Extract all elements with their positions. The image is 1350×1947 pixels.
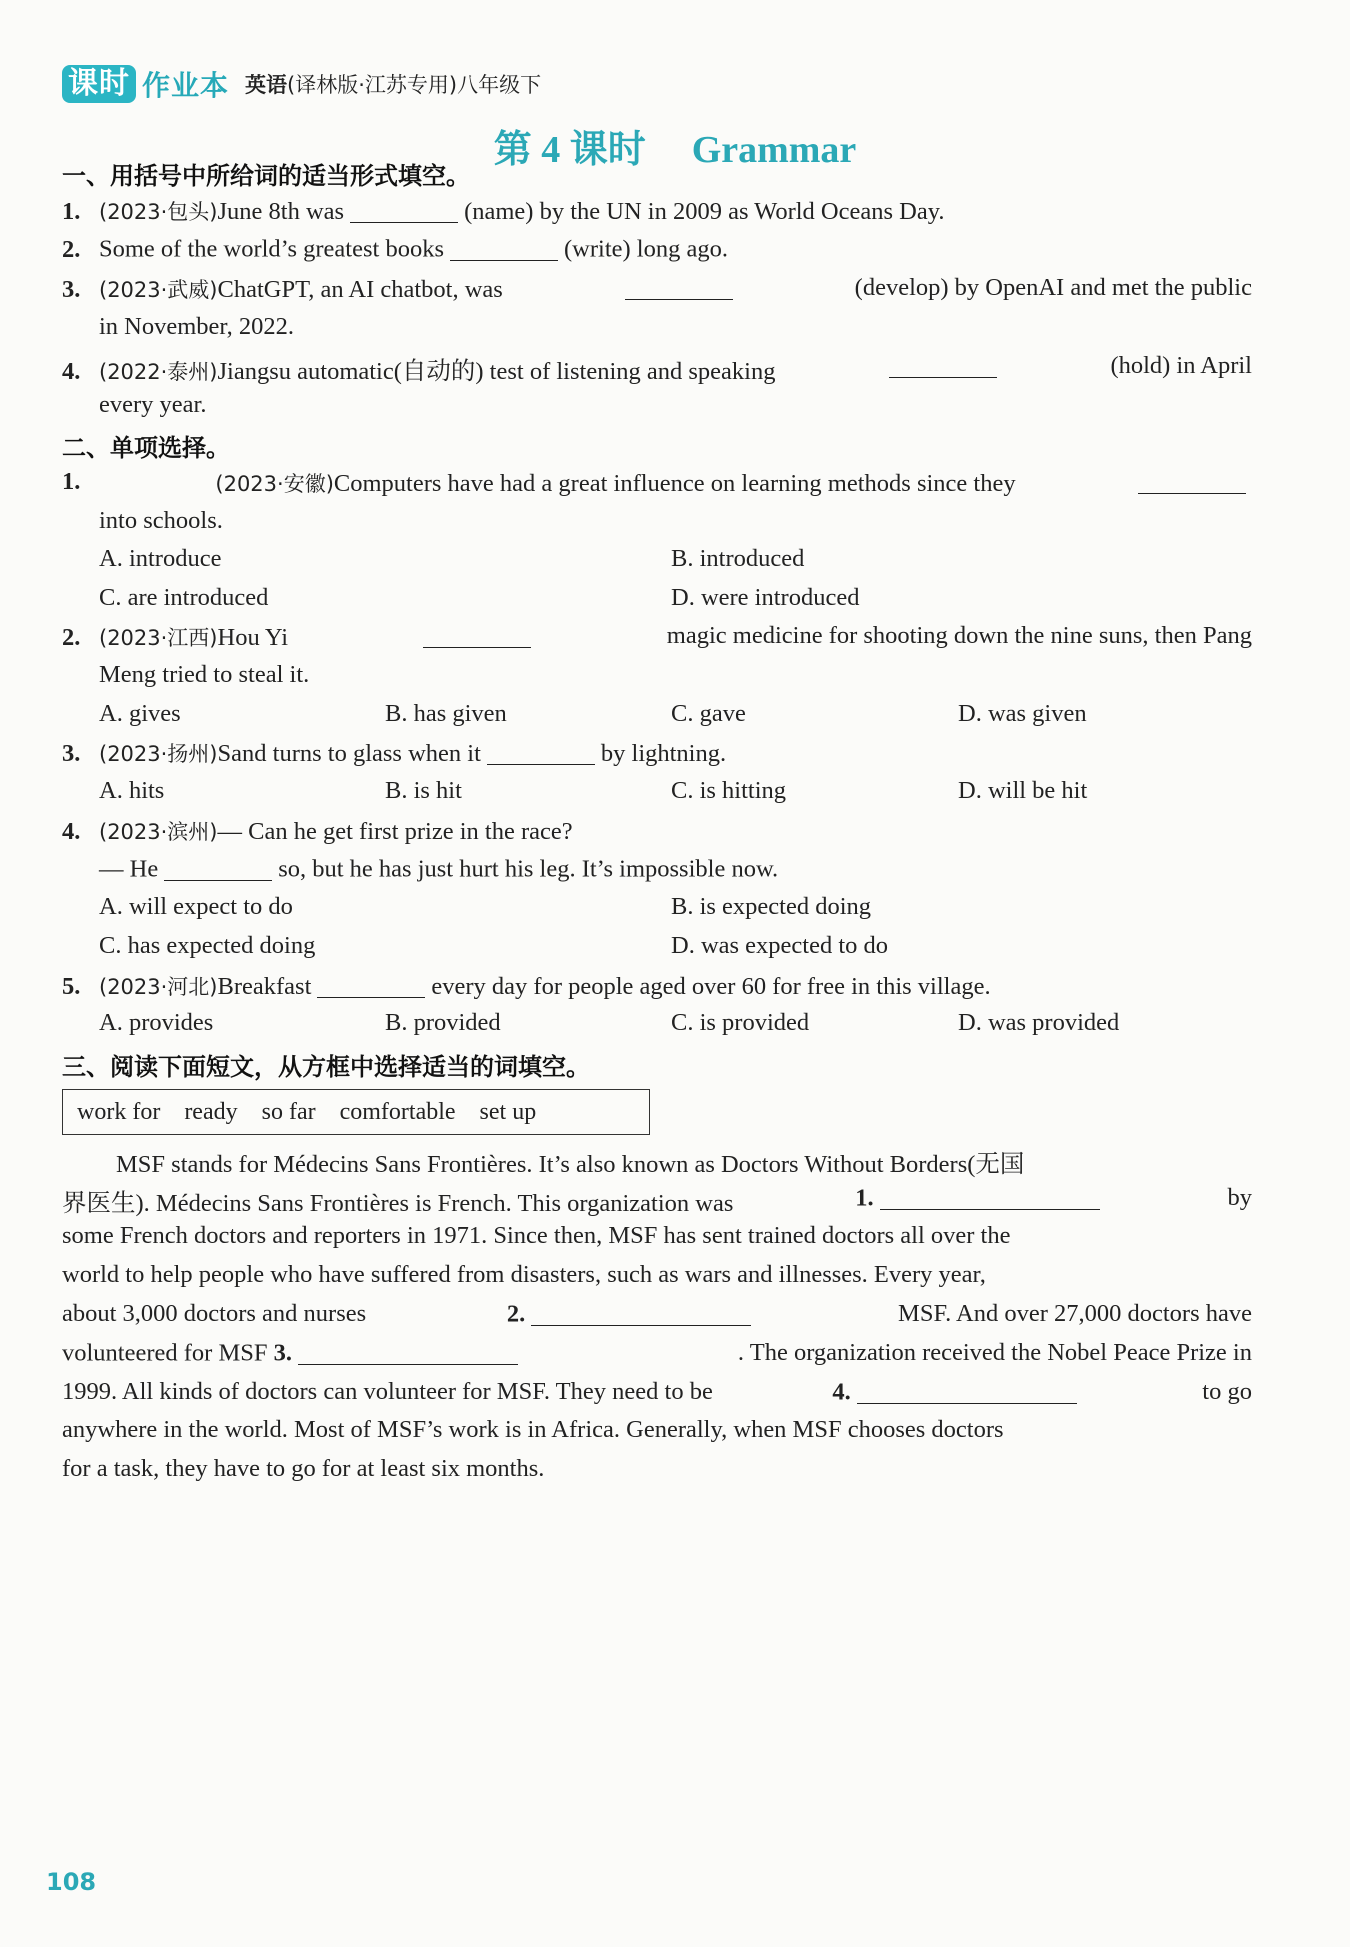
s1-question-4-cont: every year. xyxy=(99,391,207,418)
option-d[interactable]: D. will be hit xyxy=(958,777,1088,804)
answer-blank[interactable] xyxy=(317,973,425,999)
brand-logo-text: 作业本 xyxy=(142,69,230,102)
option-b[interactable]: B. is expected doing xyxy=(671,893,872,920)
option-c[interactable]: C. is provided xyxy=(671,1009,810,1036)
s2-question-2: 2. (2023·江西)Hou Yi magic medicine for shooting down the nine suns, then Pang xyxy=(62,622,1252,651)
passage-line: anywhere in the world. Most of MSF’s work is in Africa. Generally, when MSF chooses doctors xyxy=(62,1416,1004,1443)
word-option: work for xyxy=(77,1098,161,1125)
s2-question-5: 5. (2023·河北)Breakfast every day for people aged over 60 for free in this village. xyxy=(62,973,991,1000)
s1-question-3: 3. (2023·武威)ChatGPT, an AI chatbot, was (develop) by OpenAI and met the public xyxy=(62,274,1252,303)
answer-blank[interactable] xyxy=(880,1184,1100,1210)
answer-blank[interactable] xyxy=(889,352,997,378)
option-b[interactable]: B. provided xyxy=(385,1009,501,1036)
word-box xyxy=(62,1089,650,1135)
header xyxy=(62,64,541,104)
option-c[interactable]: C. is hitting xyxy=(671,777,787,804)
passage-line: about 3,000 doctors and nurses 2. MSF. And over 27,000 doctors have xyxy=(62,1300,1252,1328)
word-option: so far xyxy=(261,1098,316,1125)
s1-question-2: 2. Some of the world’s greatest books (write) long ago. xyxy=(62,235,728,263)
s2-question-1: 1. (2023·安徽)Computers have had a great influence on learning methods since they xyxy=(62,468,1252,498)
option-c[interactable]: C. has expected doing xyxy=(99,932,316,959)
subject-info: 英语(译林版·江苏专用)八年级下 xyxy=(245,73,542,97)
s2-question-4: 4. (2023·滨州)— Can he get first prize in the race? xyxy=(62,818,573,845)
option-d[interactable]: D. was provided xyxy=(958,1009,1120,1036)
option-b[interactable]: B. introduced xyxy=(671,545,805,572)
s2-question-4-reply: — He so, but he has just hurt his leg. It’s impossible now. xyxy=(99,855,779,883)
option-d[interactable]: D. were introduced xyxy=(671,584,860,611)
passage-line: 界医生). Médecins Sans Frontières is French. This organization was 1. by xyxy=(62,1184,1252,1217)
word-option: ready xyxy=(184,1098,238,1125)
brand-logo: 课时 xyxy=(62,65,136,103)
page-number: 108 xyxy=(46,1868,97,1896)
section3-heading: 三、阅读下面短文，从方框中选择适当的词填空。 xyxy=(62,1053,590,1081)
option-c[interactable]: C. gave xyxy=(671,700,746,727)
s2-question-3: 3. (2023·扬州)Sand turns to glass when it by lightning. xyxy=(62,740,727,767)
passage-line: 1999. All kinds of doctors can volunteer for MSF. They need to be 4. to go xyxy=(62,1378,1252,1406)
answer-blank[interactable] xyxy=(164,855,272,881)
passage-line: volunteered for MSF 3. . The organization received the Nobel Peace Prize in xyxy=(62,1339,1252,1367)
option-a[interactable]: A. provides xyxy=(99,1009,214,1036)
answer-blank[interactable] xyxy=(298,1339,518,1365)
word-option: set up xyxy=(479,1098,537,1125)
option-b[interactable]: B. has given xyxy=(385,700,507,727)
s2-question-2-cont: Meng tried to steal it. xyxy=(99,661,310,688)
page-title: 第 4 课时 Grammar xyxy=(493,129,857,171)
s2-question-1-cont: into schools. xyxy=(99,507,223,534)
answer-blank[interactable] xyxy=(625,274,733,300)
answer-blank[interactable] xyxy=(1138,468,1246,494)
section2-heading: 二、单项选择。 xyxy=(62,434,230,462)
s1-question-3-cont: in November, 2022. xyxy=(99,313,294,340)
answer-blank[interactable] xyxy=(350,198,458,224)
passage-line: some French doctors and reporters in 1971. Since then, MSF has sent trained doctors all over the xyxy=(62,1222,1011,1249)
answer-blank[interactable] xyxy=(487,740,595,766)
option-a[interactable]: A. will expect to do xyxy=(99,893,293,920)
passage-line: world to help people who have suffered from disasters, such as wars and illnesses. Every year, xyxy=(62,1261,986,1288)
option-a[interactable]: A. hits xyxy=(99,777,165,804)
option-a[interactable]: A. gives xyxy=(99,700,181,727)
option-b[interactable]: B. is hit xyxy=(385,777,462,804)
answer-blank[interactable] xyxy=(857,1378,1077,1404)
option-d[interactable]: D. was given xyxy=(958,700,1087,727)
passage-line: for a task, they have to go for at least six months. xyxy=(62,1455,545,1482)
option-c[interactable]: C. are introduced xyxy=(99,584,269,611)
answer-blank[interactable] xyxy=(423,622,531,648)
answer-blank[interactable] xyxy=(531,1300,751,1326)
section1-heading: 一、用括号中所给词的适当形式填空。 xyxy=(62,162,470,190)
option-d[interactable]: D. was expected to do xyxy=(671,932,889,959)
passage-line: MSF stands for Médecins Sans Frontières. It’s also known as Doctors Without Borders(无国 xyxy=(116,1151,1025,1178)
word-option: comfortable xyxy=(339,1098,456,1125)
option-a[interactable]: A. introduce xyxy=(99,545,222,572)
s1-question-4: 4. (2022·泰州)Jiangsu automatic(自动的) test of listening and speaking (hold) in April xyxy=(62,352,1252,385)
s1-question-1: 1. (2023·包头)June 8th was (name) by the UN in 2009 as World Oceans Day. xyxy=(62,198,945,225)
answer-blank[interactable] xyxy=(450,235,558,261)
